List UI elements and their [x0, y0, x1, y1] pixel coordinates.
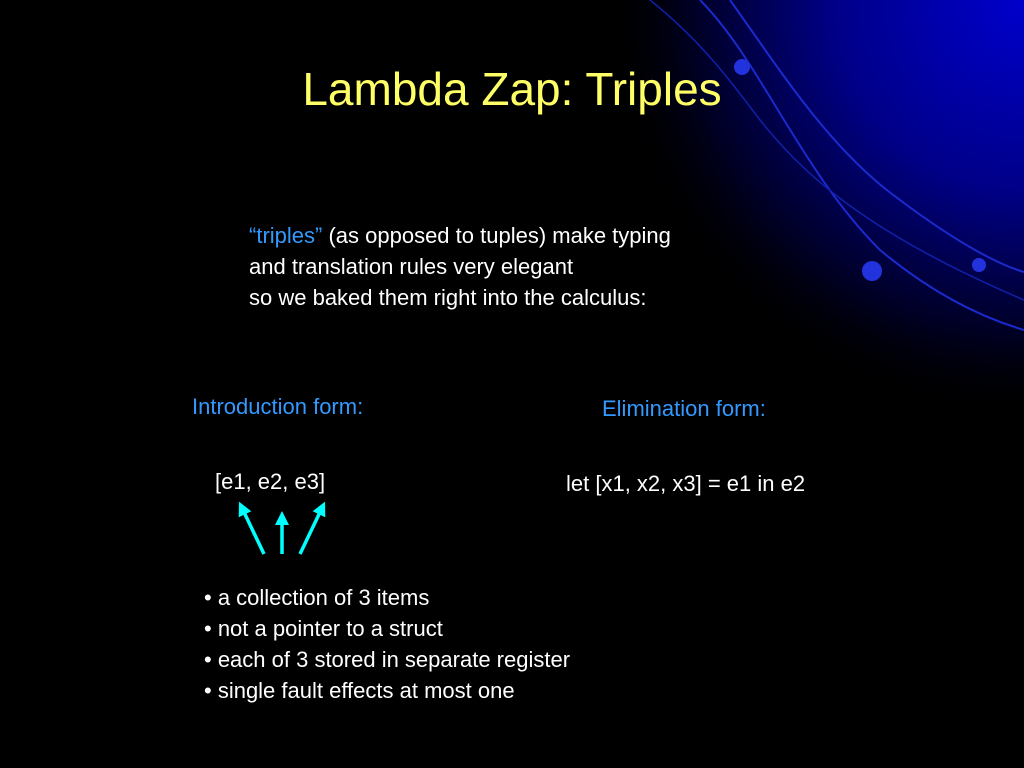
introduction-form-label: Introduction form: [192, 394, 364, 419]
elimination-form-label: Elimination form: [602, 396, 766, 421]
introduction-form-expression: [e1, e2, e3] [215, 469, 326, 494]
intro-paragraph [249, 220, 809, 313]
list-item: • single fault effects at most one [204, 678, 515, 703]
intro-line-1-rest: (as opposed to tuples) make typing [322, 223, 671, 248]
triples-term: “triples” [249, 223, 323, 248]
arrow-up-left-icon [242, 508, 264, 554]
orbit-dot-2 [862, 261, 882, 281]
list-item: • a collection of 3 items [204, 585, 430, 610]
slide-title: Lambda Zap: Triples [302, 63, 722, 115]
arrow-up-right-icon [300, 508, 322, 554]
orbit-dot-3 [972, 258, 986, 272]
intro-line-1 [249, 220, 809, 251]
bullet-list [204, 582, 570, 706]
intro-line-3: so we baked them right into the calculus: [249, 285, 647, 310]
arrows-group [230, 500, 340, 560]
elimination-form-expression: let [x1, x2, x3] = e1 in e2 [566, 471, 806, 496]
intro-line-2: and translation rules very elegant [249, 254, 574, 279]
list-item: • not a pointer to a struct [204, 616, 443, 641]
list-item: • each of 3 stored in separate register [204, 647, 571, 672]
